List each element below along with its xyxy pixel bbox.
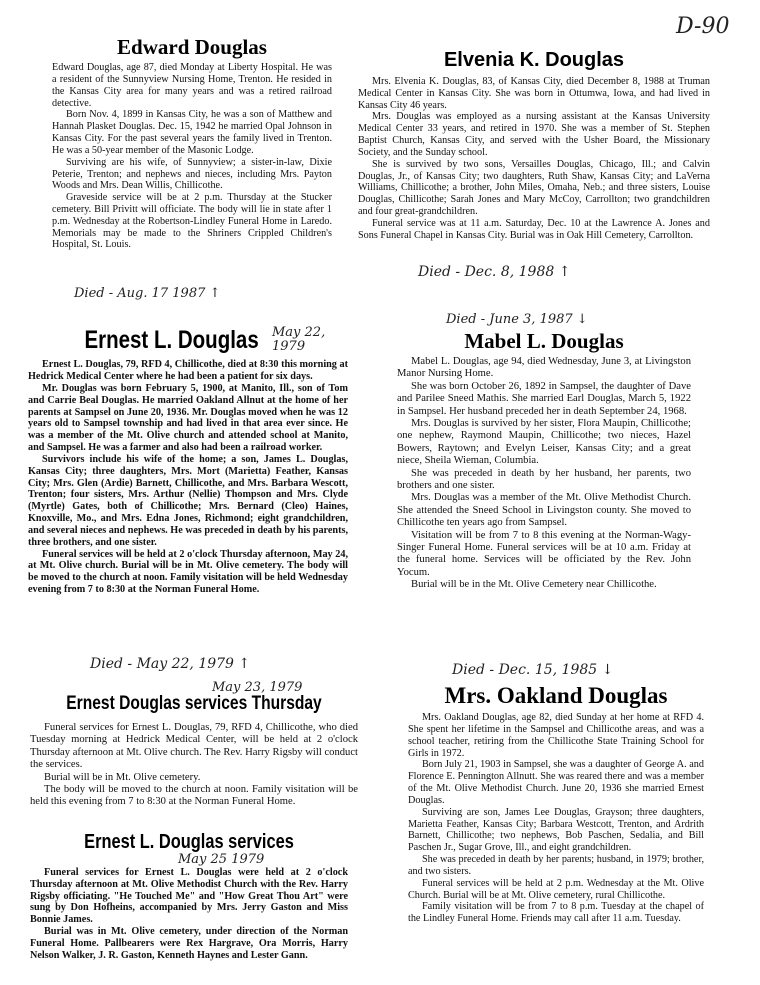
handwritten-death-date: Died - May 22, 1979 ↑ (90, 656, 251, 672)
obituary-paragraph: Graveside service will be at 2 p.m. Thursday at the Stucker cemetery. Bill Privitt will officiate. The body will lie in state after 1 p.m. Wednesday at the Robertson-Lindley Funeral Home in Laredo. Memorials may be made to the Shriners Crippled Children's Hospital, St. Louis. (52, 192, 332, 251)
handwritten-death-date: Died - Dec. 15, 1985 ↓ (452, 662, 614, 678)
obituary-paragraph: Surviving are his wife, of Sunnyview; a sister-in-law, Dixie Peterie, Trenton; and nephews and nieces, including Mrs. Payton Woods and Mrs. Dean Willis, Chillicothe. (52, 156, 332, 192)
obituary-mabel-douglas (397, 330, 691, 591)
obituary-paragraph: Visitation will be from 7 to 8 this evening at the Norman-Wagy-Singer Funeral Home. Funeral services will be at 10 a.m. Friday at the funeral home. Services will be officiated by the Rev. John Yocum. (397, 529, 691, 578)
obituary-paragraph: Born Nov. 4, 1899 in Kansas City, he was a son of Matthew and Hannah Plasket Douglas. Dec. 15, 1942 he married Opal Johnson in Kansas City. For the past several years the family lived in Trenton. He was a 50-year member of the Masonic Lodge. (52, 109, 332, 156)
handwritten-death-date: Died - June 3, 1987 ↓ (446, 312, 588, 327)
obituary-paragraph: Burial will be in the Mt. Olive Cemetery near Chillicothe. (411, 579, 657, 591)
obituary-paragraph: Edward Douglas, age 87, died Monday at Liberty Hospital. He was a resident of the Sunnyview Nursing Home, Trenton. He resided in the Kansas City area for many years and was a retired railroad detective. (52, 62, 332, 109)
obituary-title: Elvenia K. Douglas (443, 49, 625, 71)
obituary-title: Ernest L. Douglas services (84, 831, 294, 853)
page-mark: D-90 (676, 14, 730, 39)
obituary-paragraph: Burial was in Mt. Olive cemetery, under direction of the Norman Funeral Home. Pallbearers were Rex Hargrave, Ora Morris, Harry Nelson Walker, J. R. Gaston, Kenneth Haynes and Lester Gann. (30, 926, 348, 961)
obituary-title: Mrs. Oakland Douglas (444, 683, 668, 708)
handwritten-date: May 22, 1979 (272, 325, 326, 355)
obituary-paragraph: Ernest L. Douglas, 79, RFD 4, Chillicothe, died at 8:30 this morning at Hedrick Medical Center where he had been a patient for six days. (28, 359, 348, 383)
obituary-oakland-douglas (408, 684, 704, 925)
obituary-paragraph: Funeral services will be held at 2 p.m. Wednesday at the Mt. Olive Church. Burial will be at Mt. Olive cemetery, rural Chillicothe. (408, 877, 704, 901)
obituary-paragraph: Survivors include his wife of the home; a son, James L. Douglas, Kansas City; three daughters, Mrs. Mort (Marietta) Feather, Kansas City; Mrs. Glen (Ardie) Barnett, Chillicothe, and Mrs. Barbara Wescott, Trenton; four sisters, Mrs. Arthur (Nellie) Thompson and Mrs. Clyde (Myrtle) Gates, both of Chillicothe; Mrs. Bernard (Cleo) Haines, Knoxville, Mo., and Mrs. Edna Jones, Richmond; eight grandchildren, and several nieces and nephews. He was preceded in death by his parents, three brothers, and one sister. (28, 453, 348, 548)
obituary-paragraph: Mabel L. Douglas, age 94, died Wednesday, June 3, at Livingston Manor Nursing Home. (397, 356, 691, 380)
obituary-paragraph: She was born October 26, 1892 in Sampsel, the daughter of Dave and Parilee Sneed Mathis. She married Earl Douglas, March 5, 1922 in Sampsel. Her husband preceded her in death September 24, 1968. (397, 380, 691, 417)
obituary-elvenia-douglas (358, 50, 710, 242)
obituary-paragraph: Born July 21, 1903 in Sampsel, she was a daughter of George A. and Florence E. Pennington Allnutt. She was reared there and was a member of the Mt. Olive Methodist Church. June 20, 1936 she married Ernest Douglas. (408, 759, 704, 806)
obituary-paragraph: Mrs. Douglas was a member of the Mt. Olive Methodist Church. She attended the Sneed School in Livingston county. She moved to Chillicothe ten years ago from Sampsel. (397, 492, 691, 529)
obituary-ernest-douglas (28, 327, 348, 596)
obituary-paragraph: Burial will be in Mt. Olive cemetery. (44, 771, 201, 783)
obituary-paragraph: The body will be moved to the church at noon. Family visitation will be held this evening from 7 to 8:30 at the Norman Funeral Home. (30, 783, 358, 808)
obituary-paragraph: Funeral services for Ernest L. Douglas were held at 2 o'clock Thursday afternoon at Mt. Olive Methodist Church with the Rev. Harry Rigsby officiating. "He Touched Me" and "How Great Thou Art" were sung by Don Hofheins, accompanied by Mrs. Jerry Gaston and Miss Bonnie James. (30, 867, 348, 926)
handwritten-date: May 25 1979 (178, 852, 265, 867)
obituary-title: Ernest Douglas services Thursday (66, 693, 322, 714)
obituary-paragraph: She was preceded in death by her husband, her parents, two brothers and one sister. (397, 467, 691, 491)
handwritten-date: May 23, 1979 (212, 680, 303, 695)
handwritten-death-date: Died - Dec. 8, 1988 ↑ (418, 264, 571, 280)
obituary-paragraph: Mrs. Oakland Douglas, age 82, died Sunday at her home at RFD 4. She spent her lifetime in the Sampsel and Chillicothe areas, and was a school teacher, retiring from the Chillicothe State Training School for Girls in 1972. (408, 712, 704, 759)
obituary-paragraph: She is survived by two sons, Versailles Douglas, Chicago, Ill.; and Calvin Douglas, Jr., of Kansas City; two daughters, Ruth Shaw, Kansas City; and LaVerna Williams, Chillicothe; a brother, John Miles, Omaha, Neb.; and three sisters, Louise Douglas, Chillicothe; Sarah Jones and Mary McCoy, Carrollton; two grandchildren and four great-grandchildren. (358, 158, 710, 218)
obituary-paragraph: Surviving are son, James Lee Douglas, Grayson; three daughters, Marietta Feather, Kansas City; Barbara Westcott, Trenton, and Ardrith Barnett, Chillicothe; two nephews, Bob Paschen, Sedalia, and Bill Paschen Jr., Sugar Grove, Ill., and eight grandchildren. (408, 806, 704, 854)
obituary-edward-douglas (52, 36, 332, 251)
obituary-paragraph: Mr. Douglas was born February 5, 1900, at Manito, Ill., son of Tom and Carrie Beal Douglas. He married Oakland Allnut at the home of her parents at Sampsel on June 20, 1936. Mr. Douglas moved when he was 12 years old to Sampsel township and had lived in that area ever since. He was a member of the Mt. Olive church and attended school at Manito, and Sampsel. He was a farmer and also had been a railroad worker. (28, 382, 348, 454)
obituary-title: Ernest L. Douglas (84, 326, 259, 354)
obituary-paragraph: Mrs. Elvenia K. Douglas, 83, of Kansas City, died December 8, 1988 at Truman Medical Center in Kansas City. She was born in Ottumwa, Iowa, and had lived in Kansas City 46 years. (358, 76, 710, 111)
obituary-paragraph: Family visitation will be from 7 to 8 p.m. Tuesday at the chapel of the Lindley Funeral Home. Friends may call after 11 a.m. Tuesday. (408, 901, 704, 925)
obituary-ernest-services-thursday (30, 694, 358, 809)
obituary-paragraph: She was preceded in death by her parents; husband, in 1979; brother, and two sisters. (408, 854, 704, 877)
obituary-paragraph: Funeral services for Ernest L. Douglas, 79, RFD 4, Chillicothe, who died Tuesday morning at Hedrick Medical Center, will be held at 2 o'clock Thursday afternoon at Mt. Olive church. The Rev. Harry Rigsby will conduct the services. (30, 721, 358, 771)
obituary-title: Mabel L. Douglas (464, 329, 624, 353)
handwritten-death-date: Died - Aug. 17 1987 ↑ (74, 286, 221, 301)
obituary-title: Edward Douglas (117, 35, 267, 59)
obituary-paragraph: Mrs. Douglas is survived by her sister, Flora Maupin, Chillicothe; one nephew, Raymond Maupin, Chillicothe; two nieces, Hazel Bowers, Raytown; and Evelyn Leiser, Kansas City; and a great niece, Sheila Wieman, Columbia. (397, 418, 691, 467)
obituary-paragraph: Mrs. Douglas was employed as a nursing assistant at the Kansas University Medical Center 33 years, and retired in 1970. She was a member of St. Stephen Baptist Church, Kansas City, and served with the Usher Board, the Missionary Society, and the Sunday school. (358, 111, 710, 158)
obituary-paragraph: Funeral services will be held at 2 o'clock Thursday afternoon, May 24, at Mt. Olive church. Burial will be in Mt. Olive cemetery. The body will be moved to the church at noon. Family visitation will be held Wednesday evening from 7 to 8:30 at the Norman Funeral Home. (28, 548, 348, 595)
obituary-paragraph: Funeral service was at 11 a.m. Saturday, Dec. 10 at the Lawrence A. Jones and Sons Funeral Chapel in Kansas City. Burial was in Oak Hill Cemetery, Carrollton. (358, 217, 710, 241)
